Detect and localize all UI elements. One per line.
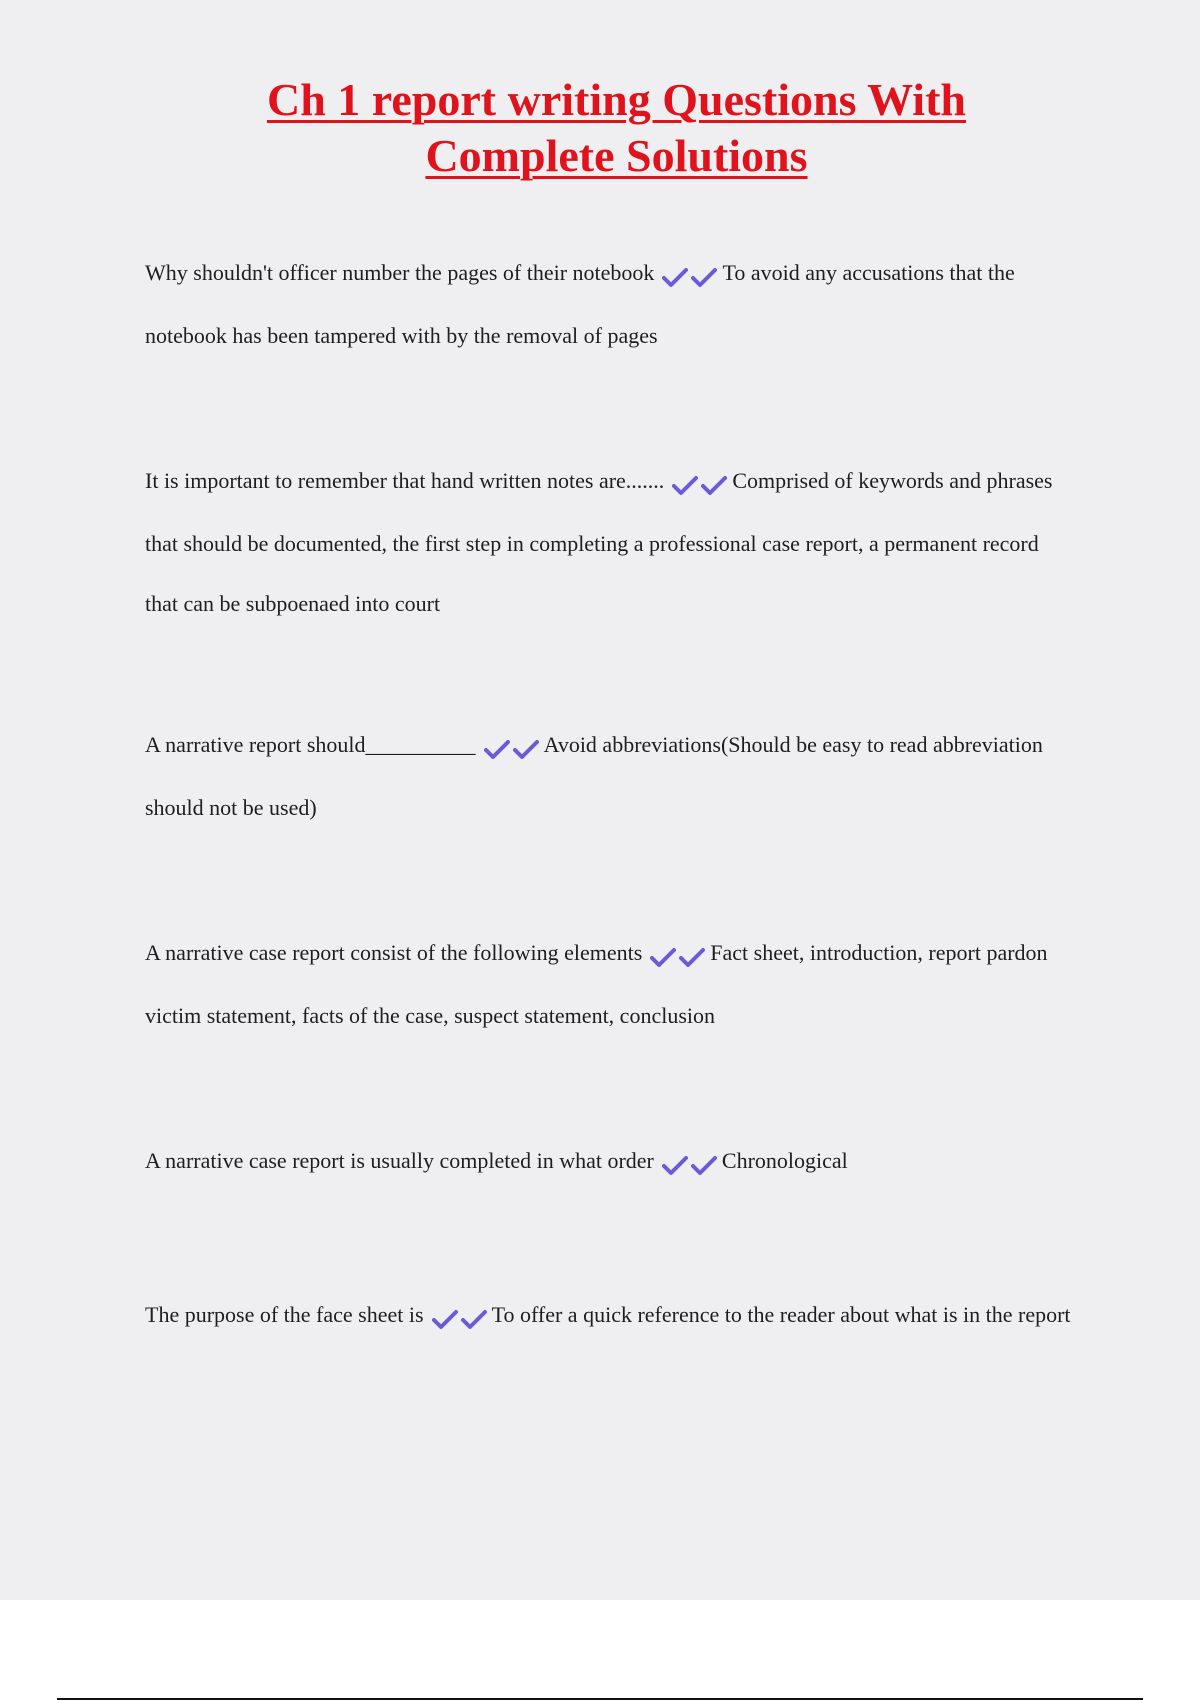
qa-item-2	[145, 451, 1075, 634]
question-text: Why shouldn't officer number the pages of their notebook	[145, 260, 655, 285]
answer-text: Avoid abbreviations(Should be easy to read abbreviation should not be used)	[145, 732, 1043, 820]
document-title	[100, 72, 1133, 184]
qa-item-5	[145, 1131, 1075, 1194]
question-text: A narrative case report consist of the following elements	[145, 940, 643, 965]
question-text: A narrative report should__________	[145, 732, 476, 757]
double-check-icon	[432, 1288, 488, 1348]
answer-text: Fact sheet, introduction, report pardon victim statement, facts of the case, suspect statement, conclusion	[145, 940, 1048, 1028]
title-line-1: Ch 1 report writing Questions With	[266, 74, 966, 125]
answer-text: To offer a quick reference to the reader about what is in the report	[491, 1302, 1071, 1327]
qa-item-6	[145, 1285, 1075, 1348]
double-check-icon	[662, 246, 718, 306]
qa-item-3	[145, 715, 1075, 838]
double-check-icon	[662, 1134, 718, 1194]
answer-text: Comprised of keywords and phrases that should be documented, the first step in completing a professional case report, a permanent record that can be subpoenaed into court	[145, 468, 1053, 616]
qa-item-1	[145, 243, 1075, 366]
question-text: It is important to remember that hand written notes are.......	[145, 468, 665, 493]
answer-text: Chronological	[721, 1148, 848, 1173]
title-line-2: Complete Solutions	[425, 130, 808, 181]
question-text: The purpose of the face sheet is	[145, 1302, 424, 1327]
qa-item-4	[145, 923, 1075, 1046]
double-check-icon	[672, 454, 728, 514]
double-check-icon	[650, 926, 706, 986]
answer-text: To avoid any accusations that the notebook has been tampered with by the removal of pages	[145, 260, 1015, 348]
question-text: A narrative case report is usually completed in what order	[145, 1148, 654, 1173]
double-check-icon	[484, 718, 540, 778]
